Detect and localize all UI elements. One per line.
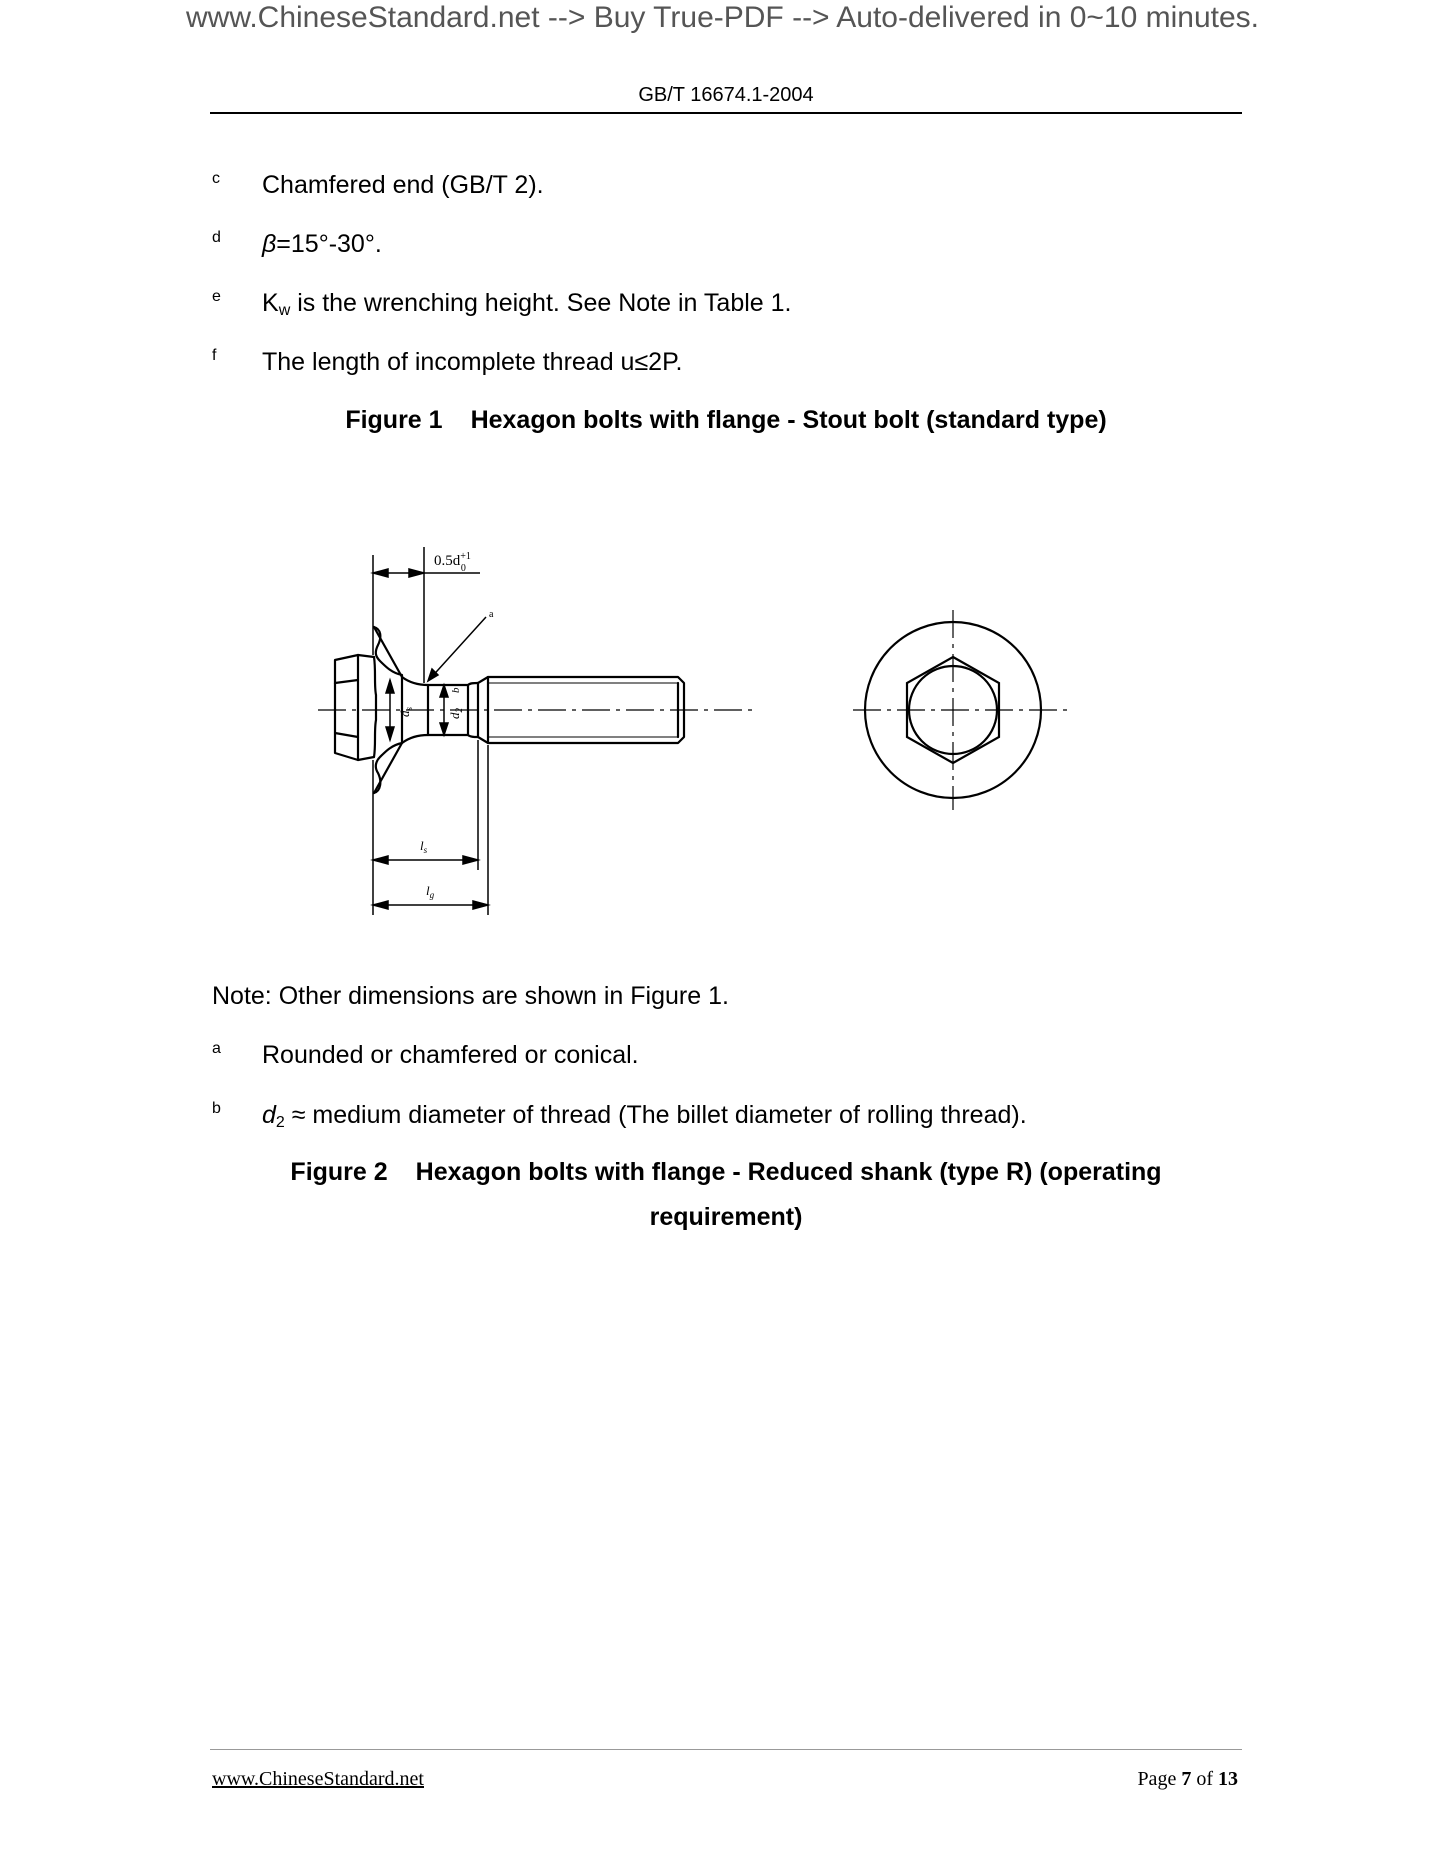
arrow-head [440,723,448,735]
hex-bottom-line [358,757,374,760]
arrow-head [373,856,388,864]
arrow-head [373,901,388,909]
note-text-rest: ≈ medium diameter of thread (The billet diameter of rolling thread). [284,1101,1027,1129]
bolt-drawing-svg [318,505,1098,920]
figure-2-caption [210,1150,1242,1240]
arrow-head [409,569,424,577]
d2-subscript: 2 [275,1114,285,1131]
leader-line [428,617,486,681]
k-symbol: K [262,289,279,317]
note-other-dimensions: Note: Other dimensions are shown in Figure 1. [212,982,729,1010]
shank-bottom [402,735,478,743]
hex-face-line [335,733,358,737]
figure-2-title-line2: requirement) [649,1203,803,1231]
note-key: b [212,1100,221,1117]
footer-site-link[interactable]: www.ChineseStandard.net [212,1768,424,1790]
note-key: f [212,347,217,364]
arrow-head [440,685,448,697]
hex-top-line [358,655,374,657]
figure-2-number: Figure 2 [290,1158,388,1186]
arrow-head [463,856,478,864]
k-subscript: w [278,302,291,319]
note-text-rest: =15°-30°. [276,230,382,258]
note-text [262,288,792,326]
note-key: d [212,229,221,246]
label-ds: $d_s$ [397,706,414,717]
document-id-header: GB/T 16674.1-2004 [638,84,814,106]
note-text: The length of incomplete thread u≤2P. [262,348,683,376]
beta-symbol: β [262,230,277,258]
label-ls: $l_s$ [420,838,428,855]
footer-rule [210,1749,1242,1750]
source-banner: www.ChineseStandard.net --> Buy True-PDF --> Auto-delivered in 0~10 minutes. [185,1,1260,34]
figure-1-number: Figure 1 [345,406,443,434]
figure-2-drawing [318,505,1098,920]
page-prefix: Page [1137,1768,1182,1790]
figure-1-title: Hexagon bolts with flange - Stout bolt (standard type) [470,406,1107,434]
page-total: 13 [1218,1768,1238,1790]
hex-head-outline [335,655,358,760]
note-text-rest: is the wrenching height. See Note in Table 1. [290,289,792,317]
note-key: c [212,170,220,187]
arrow-head [386,727,394,740]
footer-page-number [1137,1768,1238,1791]
note-text: Rounded or chamfered or conical. [262,1041,639,1069]
figure-2-title-line1: Hexagon bolts with flange - Reduced shank (type R) (operating [415,1158,1162,1186]
page-of: of [1191,1768,1218,1790]
arrow-head [373,569,388,577]
label-leader-a: a [489,609,494,620]
note-text: Chamfered end (GB/T 2). [262,171,544,199]
label-lg: $l_g$ [426,883,435,900]
arrow-head [473,901,488,909]
note-key: e [212,288,221,305]
arrow-head [386,680,394,693]
note-text [262,1100,1027,1138]
label-top-dim: $0.5d^{+1}$ 0 [434,551,471,574]
note-key: a [212,1040,221,1057]
label-d2: $d_2$ [447,708,464,719]
figure-1-caption [210,398,1242,443]
note-text [262,229,382,259]
label-d2-b: b [450,687,462,693]
hex-bearing-curve [374,657,376,757]
page-current: 7 [1181,1768,1192,1790]
header-rule [210,112,1242,114]
hex-face-line [335,680,358,683]
d2-symbol: d [262,1101,276,1129]
shank-top [402,677,478,685]
